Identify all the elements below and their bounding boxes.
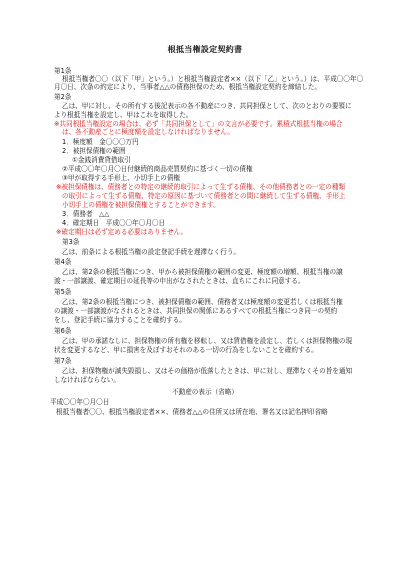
secured-claim-2: ②平成〇〇年〇月〇日付継続的商品売買契約に基づく一切の債権 [62,165,253,173]
article-6-text: 乙は、甲の承諾なしに、担保物権の所有権を移転し、又は賃借権を設定し、若しくは担保物権の現 [62,337,353,345]
secured-claim-1: ①金銭消費貸借取引 [72,156,131,164]
article-1-text: 根抵当権者〇〇（以下「甲」という。）と根抵当権設定者××（以下「乙」という。）は、平成〇〇年〇 [62,75,364,83]
article-7-heading: 第7条 [54,357,72,365]
article-3-text: 乙は、前条による根抵当権の設定登記手続を遅滞なく行う。 [62,248,241,256]
article-2-heading: 第2条 [54,93,72,101]
article-6-text: 状を変更するなど、甲に損害を及ぼすおそれのある一切の行為をしないことを確約する。 [54,346,318,354]
article-3-heading: 第3条 [62,238,80,246]
document-title: 根抵当権設定契約書 [167,45,243,54]
article-5-heading: 第5条 [54,288,72,296]
signing-date: 平成〇〇年〇月〇日 [50,398,110,406]
article-4-heading: 第4条 [54,258,72,266]
article-1-heading: 第1条 [54,67,72,75]
article-6-heading: 第6条 [54,327,72,335]
article-5-text: 乙は、第2条の根抵当権につき、被担保債権の範囲、債務者又は極度額の変更若しくは根抵当権 [62,298,343,306]
note-fixed-date: ※確定期日は必ず定める必要はありません。 [56,228,188,236]
article-4-text: 渡・一部譲渡、確定期日の延長等の申出がなされたときは、直ちにこれに同意する。 [54,277,305,285]
article-7-text: しなければならない。 [54,376,120,384]
article-5-text: の譲渡・一部譲渡がなされるときは、共同担保の関係にあるすべての根抵当権につき同一の契約 [54,307,338,315]
item-limit-amount: 1．極度額 金〇〇〇万円 [62,138,139,146]
article-4-text: 乙は、第2条の根抵当権につき、甲から被担保債権の範囲の変更、極度額の増額、根抵当権の譲 [62,268,343,276]
note-joint-mortgage: は、各不動産ごとに極度額を設定しなければなりません。 [62,128,234,136]
article-1-text: 月〇日、次条の約定により、当事者△△の債務担保のため、根抵当権設定契約を締結した。 [54,83,322,91]
secured-claim-3: ③甲が取得する手形上、小切手上の債権 [62,174,181,182]
item-fixed-date: 4．確定期日 平成〇〇年〇月〇日 [62,219,166,227]
note-secured-claims: ※被担保債権は、債務者との特定の継続的取引によって生ずる債権、その他債務者との一定の種類 [56,183,346,191]
signature-line: 根抵当権者〇〇、根抵当権設定者××、債務者△△の住所又は所在地、署名又は記名押印省略 [56,408,328,416]
article-7-text: 乙は、担保物権が滅失毀損し、又はその価格が低落したときは、甲に対し、遅滞なくその旨を通知 [62,367,353,375]
item-secured-claims: 2．被担保債権の範囲 [62,147,126,155]
article-5-text: をし、登記手続に協力することを確約する。 [54,316,186,324]
article-2-text: 乙は、甲に対し、その所有する後記表示の各不動産につき、共同担保として、次のとおりの要領に [62,102,352,110]
item-debtor: 3．債務者 △△ [62,210,110,218]
property-heading: 不動産の表示（省略） [172,388,238,396]
note-secured-claims: の取引によって生ずる債権、特定の原因に基づいて債務者との間に継続して生ずる債権、手形上 [62,192,346,200]
article-2-text: より根抵当権を設定し、甲はこれを取得した。 [54,111,193,119]
note-secured-claims: 小切手上の債権を被担保債権とすることができます。 [62,201,220,209]
note-joint-mortgage: ※共同根抵当権設定の場合は、必ず「共同担保として」の文言が必要です。累積式根抵当権の場合 [54,120,343,128]
